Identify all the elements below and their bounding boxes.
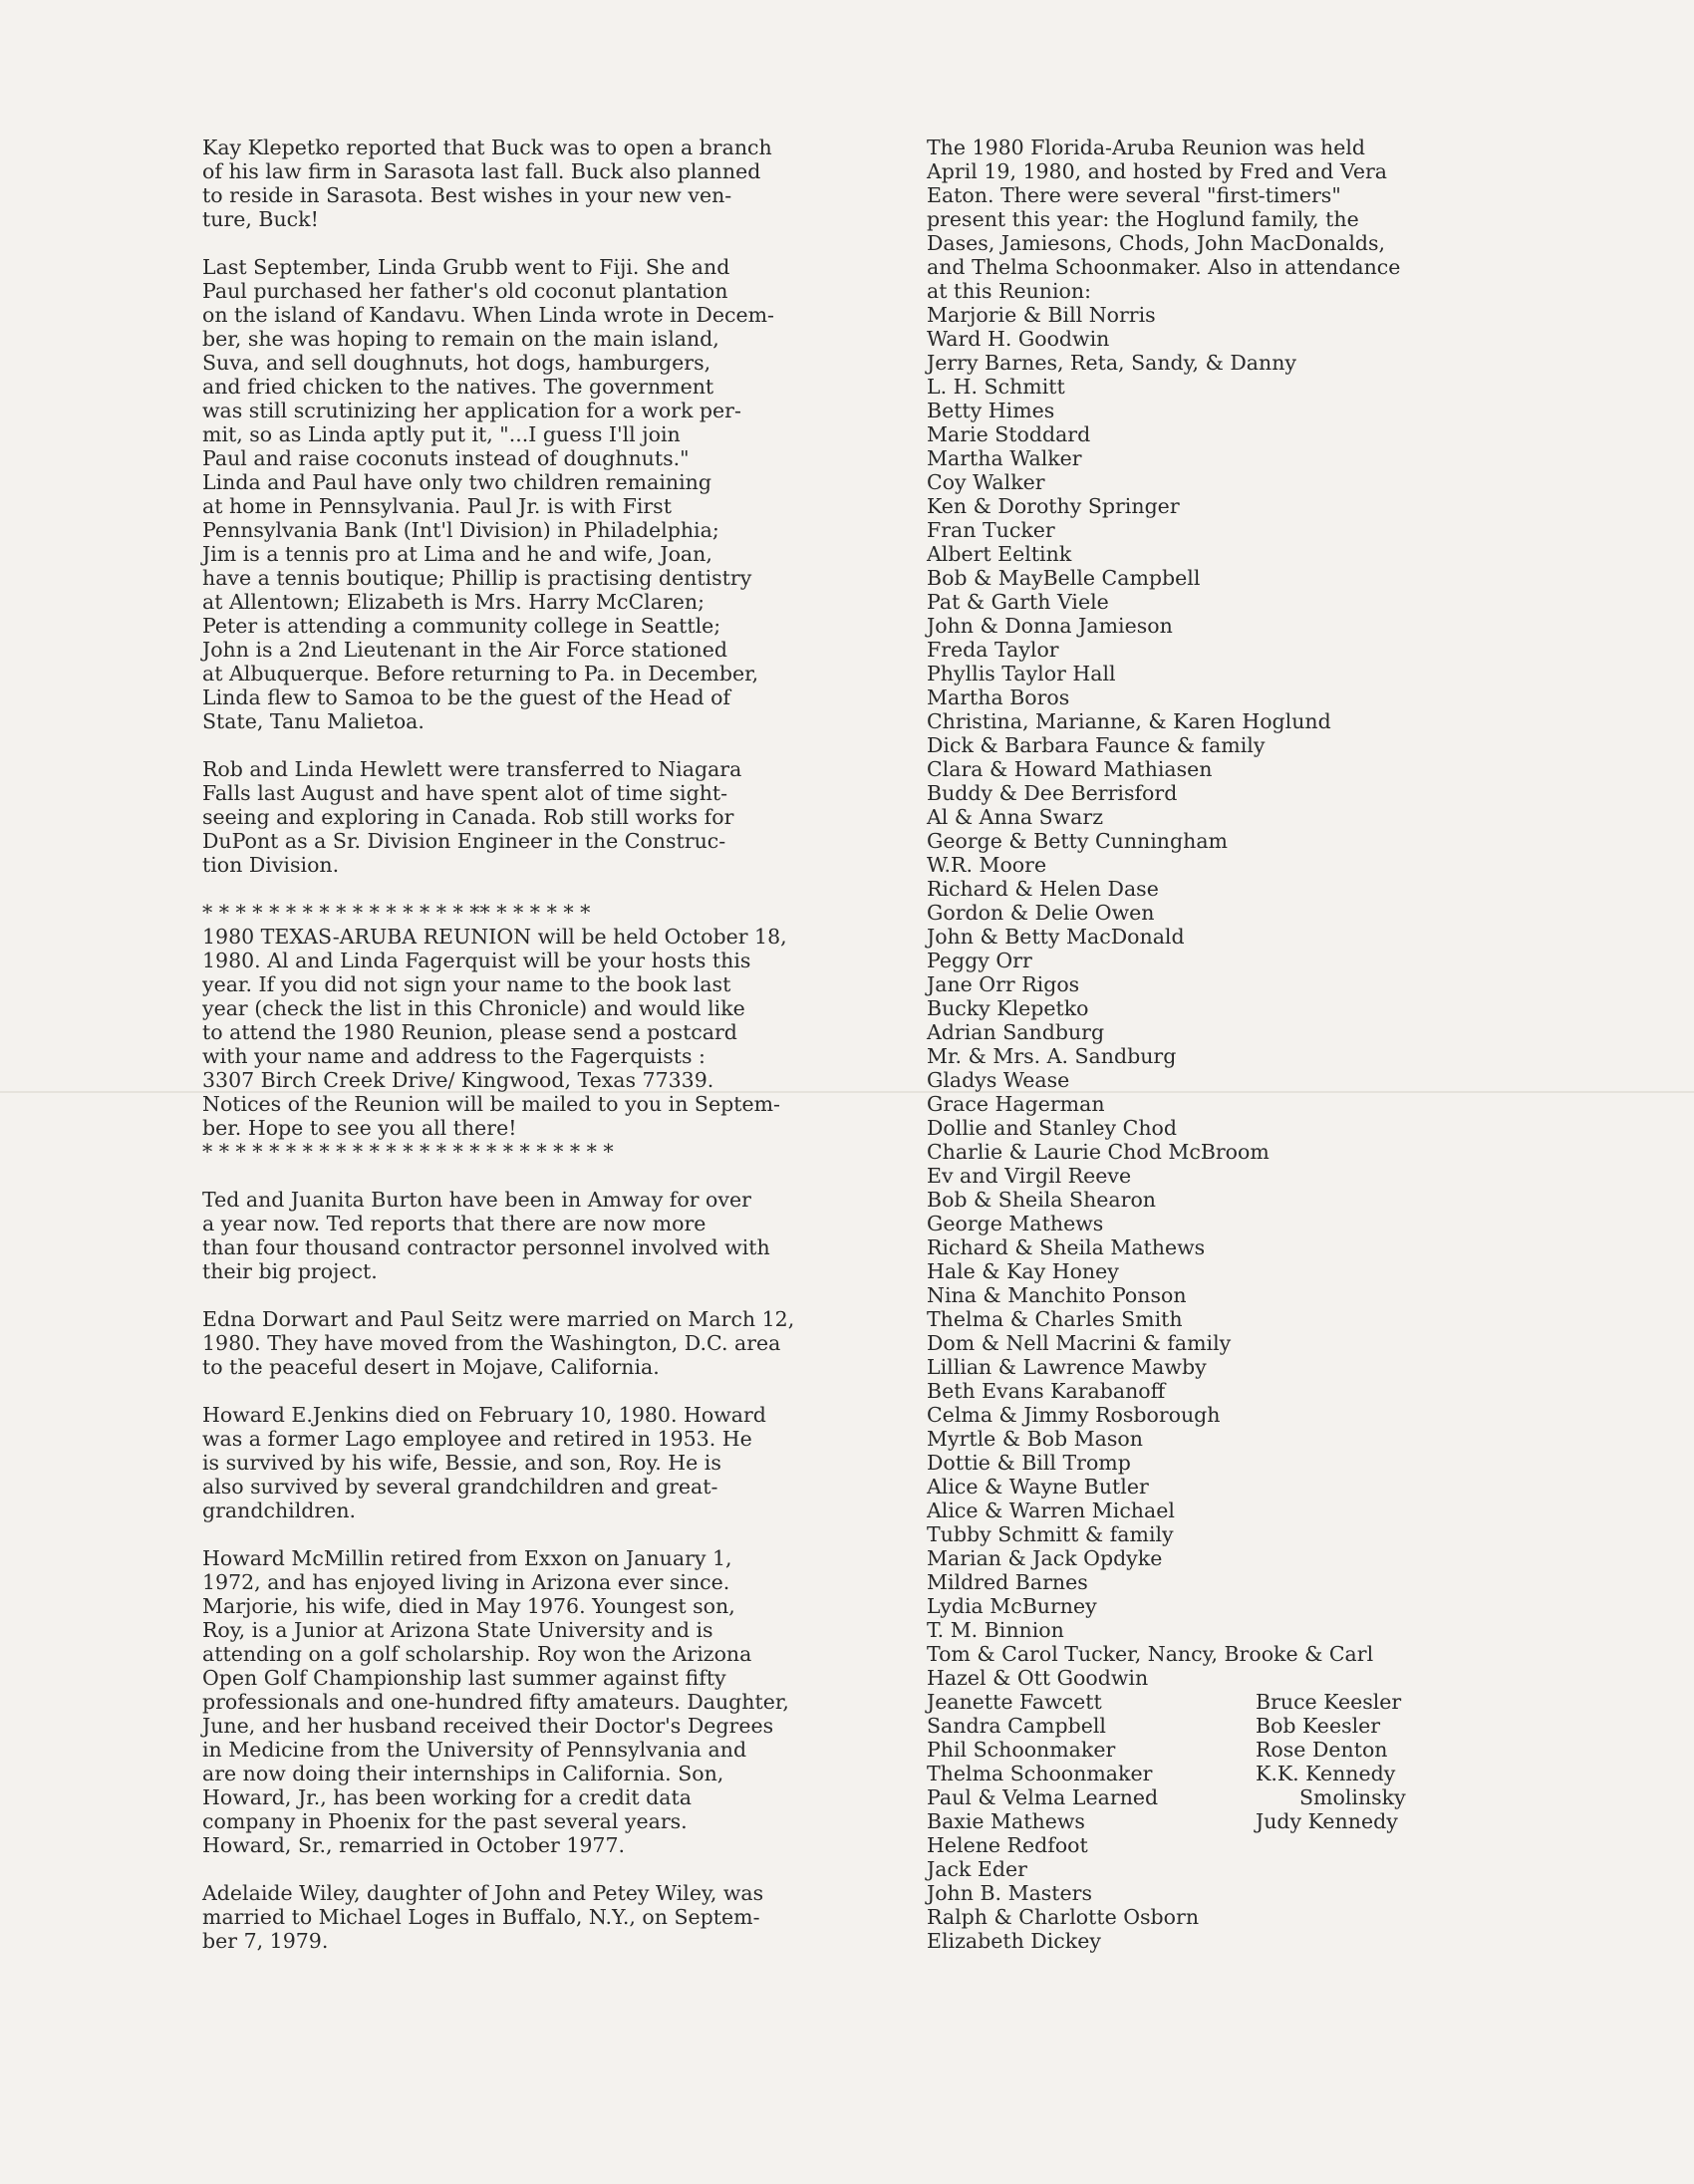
attendee-name: Myrtle & Bob Mason: [927, 1427, 1143, 1451]
attendee-name: Rose Denton: [1256, 1738, 1388, 1762]
attendee-name: Al & Anna Swarz: [927, 805, 1104, 829]
attendee-name: Celma & Jimmy Rosborough: [927, 1403, 1221, 1427]
attendee-name: Helene Redfoot: [927, 1833, 1088, 1857]
attendee-name: Thelma Schoonmaker: [927, 1762, 1153, 1785]
attendee-name: Mr. & Mrs. A. Sandburg: [927, 1044, 1177, 1068]
attendee-name: K.K. Kennedy: [1256, 1762, 1396, 1785]
attendee-name: Gordon & Delie Owen: [927, 901, 1155, 925]
attendee-name: Peggy Orr: [927, 949, 1032, 972]
attendee-name: Pat & Garth Viele: [927, 590, 1109, 614]
attendee-name: Bucky Klepetko: [927, 996, 1089, 1020]
attendee-name: Marian & Jack Opdyke: [927, 1546, 1163, 1570]
attendee-name: Grace Hagerman: [927, 1092, 1105, 1116]
attendee-name: Charlie & Laurie Chod McBroom: [927, 1140, 1270, 1164]
attendee-name: Beth Evans Karabanoff: [927, 1379, 1166, 1403]
attendee-name: Dottie & Bill Tromp: [927, 1451, 1131, 1475]
asterisk-divider-bottom: * * * * * * * * * * * * * * * * * * * * * * * * *: [202, 1140, 614, 1164]
right-column: [927, 136, 1505, 1953]
attendee-sublist-right: [1256, 1690, 1485, 1953]
paragraph-wiley: Adelaide Wiley, daughter of John and Petey Wiley, was married to Michael Loges in Buffalo, N.Y., on Septem- ber 7, 1979.: [202, 1881, 764, 1953]
attendee-name: John & Donna Jamieson: [927, 614, 1173, 638]
attendee-sublist: [927, 1690, 1505, 1953]
attendee-name: Jane Orr Rigos: [927, 972, 1080, 996]
attendee-name: Sandra Campbell: [927, 1714, 1106, 1738]
attendee-name: Smolinsky: [1299, 1785, 1406, 1809]
attendee-name: Marjorie & Bill Norris: [927, 303, 1156, 327]
attendee-name: Alice & Wayne Butler: [927, 1475, 1149, 1499]
attendee-name: T. M. Binnion: [927, 1618, 1064, 1642]
attendee-name: Coy Walker: [927, 470, 1045, 494]
attendee-name: Tom & Carol Tucker, Nancy, Brooke & Carl: [927, 1642, 1374, 1666]
attendee-name: Elizabeth Dickey: [927, 1929, 1101, 1953]
attendee-name: George Mathews: [927, 1212, 1104, 1235]
attendee-name: Christina, Marianne, & Karen Hoglund: [927, 709, 1331, 733]
attendee-sublist-left: [927, 1690, 1256, 1953]
attendee-name: Phyllis Taylor Hall: [927, 662, 1116, 685]
attendee-name: Betty Himes: [927, 399, 1055, 422]
attendee-name: Dollie and Stanley Chod: [927, 1116, 1178, 1140]
attendee-name: Richard & Sheila Mathews: [927, 1235, 1206, 1259]
attendee-name: Hazel & Ott Goodwin: [927, 1666, 1149, 1690]
attendee-name: Hale & Kay Honey: [927, 1259, 1119, 1283]
attendee-name: Paul & Velma Learned: [927, 1785, 1159, 1809]
attendee-list: [927, 303, 1505, 1690]
attendee-name: Bob & MayBelle Campbell: [927, 566, 1201, 590]
attendee-name: Judy Kennedy: [1256, 1809, 1398, 1833]
attendee-name: Adrian Sandburg: [927, 1020, 1105, 1044]
paragraph-hewlett: Rob and Linda Hewlett were transferred to Niagara Falls last August and have spent alot of time sight- seeing and exploring in Canada. Rob still works for DuPont as a Sr. Division Engineer in the Construc- tion Division.: [202, 757, 742, 877]
attendee-name: George & Betty Cunningham: [927, 829, 1228, 853]
attendee-name: Jerry Barnes, Reta, Sandy, & Danny: [927, 351, 1296, 375]
attendee-name: Nina & Manchito Ponson: [927, 1283, 1187, 1307]
attendee-name: Clara & Howard Mathiasen: [927, 757, 1213, 781]
paragraph-dorwart-seitz: Edna Dorwart and Paul Seitz were married on March 12, 1980. They have moved from the Washington, D.C. area to the peaceful desert in Mojave, California.: [202, 1307, 795, 1379]
attendee-name: Phil Schoonmaker: [927, 1738, 1116, 1762]
attendee-name: Albert Eeltink: [927, 542, 1072, 566]
attendee-name: Thelma & Charles Smith: [927, 1307, 1183, 1331]
attendee-name: Freda Taylor: [927, 638, 1059, 662]
asterisk-divider-top: * * * * * * * * * * * * * * * * ** * * * * * *: [202, 901, 591, 925]
attendee-name: Bruce Keesler: [1256, 1690, 1402, 1714]
attendee-name: W.R. Moore: [927, 853, 1047, 877]
attendee-name: Lillian & Lawrence Mawby: [927, 1355, 1207, 1379]
paragraph-mcmillin: Howard McMillin retired from Exxon on January 1, 1972, and has enjoyed living in Arizona ever since. Marjorie, his wife, died in May 1976. Youngest son, Roy, is a Junior at Arizona State University and is attending on a golf scholarship. Roy won the Arizona Open Golf Championship last summer against fifty professionals and one-hundred fifty amateurs. Daughter, June, and her husband received their Doctor's Degrees in Medicine from the University of Pennsylvania and are now doing their internships in California. Son, Howard, Jr., has been working for a credit data company in Phoenix for the past several years. Howard, Sr., remarried in October 1977.: [202, 1546, 789, 1857]
attendee-name: Marie Stoddard: [927, 422, 1091, 446]
attendee-name: Bob Keesler: [1256, 1714, 1381, 1738]
paragraph-florida-reunion: The 1980 Florida-Aruba Reunion was held April 19, 1980, and hosted by Fred and Vera Eaton. There were several "first-timers" present this year: the Hoglund family, the Dases, Jamiesons, Chods, John MacDonalds, and Thelma Schoonmaker. Also in attendance at this Reunion:: [927, 136, 1401, 303]
attendee-name: Buddy & Dee Berrisford: [927, 781, 1178, 805]
attendee-name: Martha Boros: [927, 685, 1070, 709]
left-column: [202, 136, 900, 1953]
attendee-name: Jeanette Fawcett: [927, 1690, 1102, 1714]
paragraph-texas-reunion: 1980 TEXAS-ARUBA REUNION will be held October 18, 1980. Al and Linda Fagerquist will be your hosts this year. If you did not sign your name to the book last year (check the list in this Chronicle) and would like to attend the 1980 Reunion, please send a postcard with your name and address to the Fagerquists : 3307 Birch Creek Drive/ Kingwood, Texas 77339. Notices of the Reunion will be mailed to you in Septem- ber. Hope to see you all there!: [202, 925, 787, 1140]
attendee-name: Alice & Warren Michael: [927, 1499, 1175, 1522]
attendee-name: Richard & Helen Dase: [927, 877, 1159, 901]
attendee-name: John & Betty MacDonald: [927, 925, 1185, 949]
attendee-name: Mildred Barnes: [927, 1570, 1088, 1594]
attendee-name: Baxie Mathews: [927, 1809, 1085, 1833]
attendee-name: Martha Walker: [927, 446, 1082, 470]
attendee-name: Dom & Nell Macrini & family: [927, 1331, 1232, 1355]
attendee-name: Jack Eder: [927, 1857, 1027, 1881]
attendee-name: Lydia McBurney: [927, 1594, 1097, 1618]
paragraph-jenkins: Howard E.Jenkins died on February 10, 1980. Howard was a former Lago employee and retired in 1953. He is survived by his wife, Bessie, and son, Roy. He is also survived by several grandchildren and great- grandchildren.: [202, 1403, 766, 1522]
attendee-name: Bob & Sheila Shearon: [927, 1188, 1156, 1212]
attendee-name: John B. Masters: [927, 1881, 1093, 1905]
attendee-name: Ward H. Goodwin: [927, 327, 1110, 351]
attendee-name: L. H. Schmitt: [927, 375, 1065, 399]
attendee-name: Ralph & Charlotte Osborn: [927, 1905, 1200, 1929]
paragraph-burton: Ted and Juanita Burton have been in Amway for over a year now. Ted reports that there are now more than four thousand contractor personnel involved with their big project.: [202, 1188, 770, 1283]
attendee-name: Ken & Dorothy Springer: [927, 494, 1180, 518]
attendee-name: Fran Tucker: [927, 518, 1055, 542]
attendee-name: Tubby Schmitt & family: [927, 1522, 1174, 1546]
attendee-name: Ev and Virgil Reeve: [927, 1164, 1132, 1188]
attendee-name: Gladys Wease: [927, 1068, 1070, 1092]
paragraph-grubb: Last September, Linda Grubb went to Fiji. She and Paul purchased her father's old coconut plantation on the island of Kandavu. When Linda wrote in Decem- ber, she was hoping to remain on the main island, Suva, and sell doughnuts, hot dogs, hamburgers, and fried chicken to the natives. The government was still scrutinizing her application for a work per- mit, so as Linda aptly put it, "...I guess I'll join Paul and raise coconuts instead of doughnuts." Linda and Paul have only two children remaining at home in Pennsylvania. Paul Jr. is with First Pennsylvania Bank (Int'l Division) in Philadelphia; Jim is a tennis pro at Lima and he and wife, Joan, have a tennis boutique; Phillip is practising dentistry at Allentown; Elizabeth is Mrs. Harry McClaren; Peter is attending a community college in Seattle; John is a 2nd Lieutenant in the Air Force stationed at Albuquerque. Before returning to Pa. in December, Linda flew to Samoa to be the guest of the Head of State, Tanu Malietoa.: [202, 255, 774, 733]
paragraph-klepetko: Kay Klepetko reported that Buck was to open a branch of his law firm in Sarasota last fall. Buck also planned to reside in Sarasota. Best wishes in your new ven- ture, Buck!: [202, 136, 772, 231]
attendee-name: Dick & Barbara Faunce & family: [927, 733, 1266, 757]
